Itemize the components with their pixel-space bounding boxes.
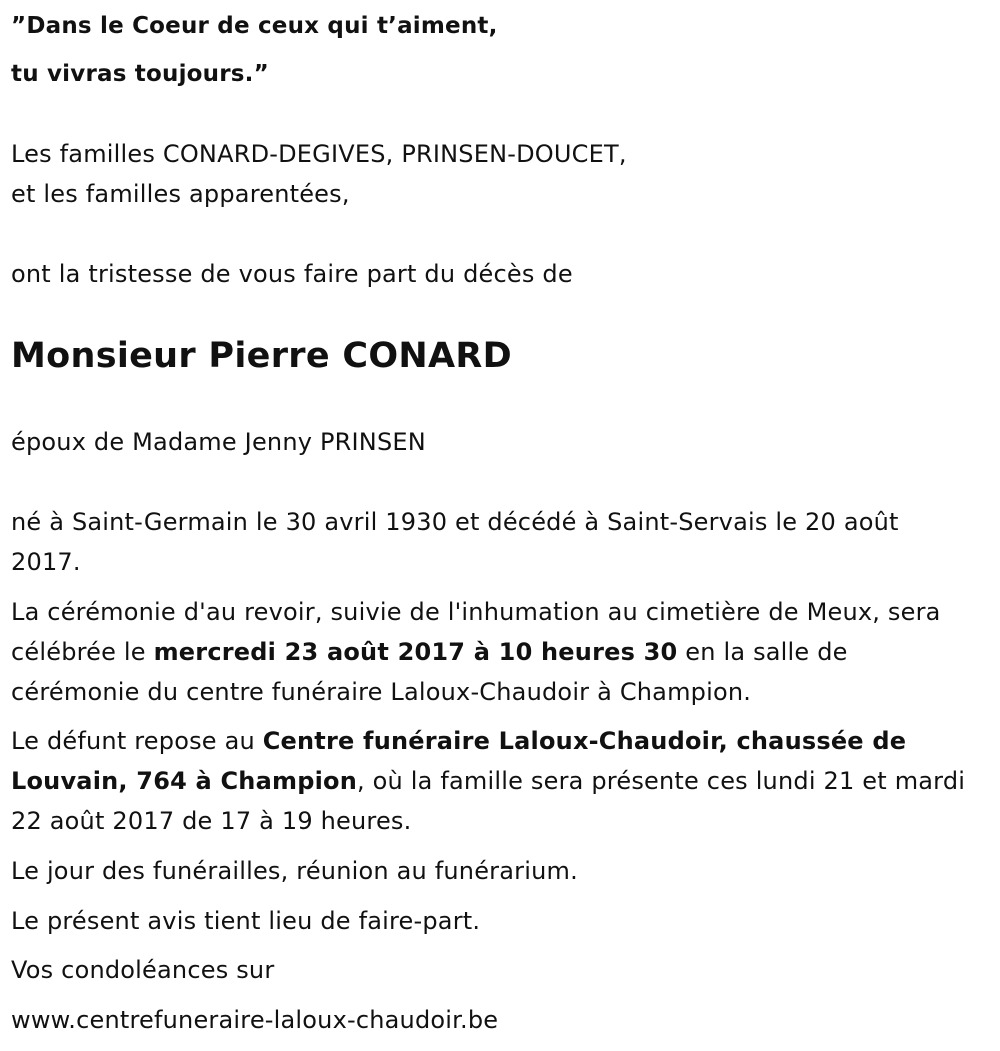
quote-line-1: ”Dans le Coeur de ceux qui t’aiment, [11,13,498,39]
repose-place: Centre funéraire Laloux-Chaudoir, chaussée de Louvain, 764 à Champion [11,727,907,795]
repose-text-1: Le défunt repose au [11,727,263,755]
spouse-text: époux de Madame Jenny PRINSEN [11,428,426,456]
ceremony-text-2: en la salle de cérémonie du centre funéraire Laloux-Chaudoir à Champion. [11,638,848,706]
ceremony-date: mercredi 23 août 2017 à 10 heures 30 [153,638,678,666]
notice-text: Le présent avis tient lieu de faire-part. [11,907,481,935]
quote-line-2: tu vivras toujours.” [11,61,269,87]
announcement-text: ont la tristesse de vous faire part du décès de [11,260,573,288]
families-line-2: et les familles apparentées, [11,180,350,208]
ceremony-paragraph [11,592,976,712]
ceremony-text-1: La cérémonie d'au revoir, suivie de l'inhumation au cimetière de Meux, sera célébrée le [11,598,941,666]
repose-paragraph [11,721,976,841]
funeral-day-text: Le jour des funérailles, réunion au funérarium. [11,857,578,885]
condolences-text: Vos condoléances sur [11,956,275,984]
website-link[interactable]: www.centrefuneraire-laloux-chaudoir.be [11,1006,499,1034]
families-line-1: Les familles CONARD-DEGIVES, PRINSEN-DOUCET, [11,140,627,168]
repose-text-2: , où la famille sera présente ces lundi 21 et mardi 22 août 2017 de 17 à 19 heures. [11,767,966,835]
birth-death-text: né à Saint-Germain le 30 avril 1930 et décédé à Saint-Servais le 20 août 2017. [11,508,899,576]
deceased-name: Monsieur Pierre CONARD [11,336,512,376]
